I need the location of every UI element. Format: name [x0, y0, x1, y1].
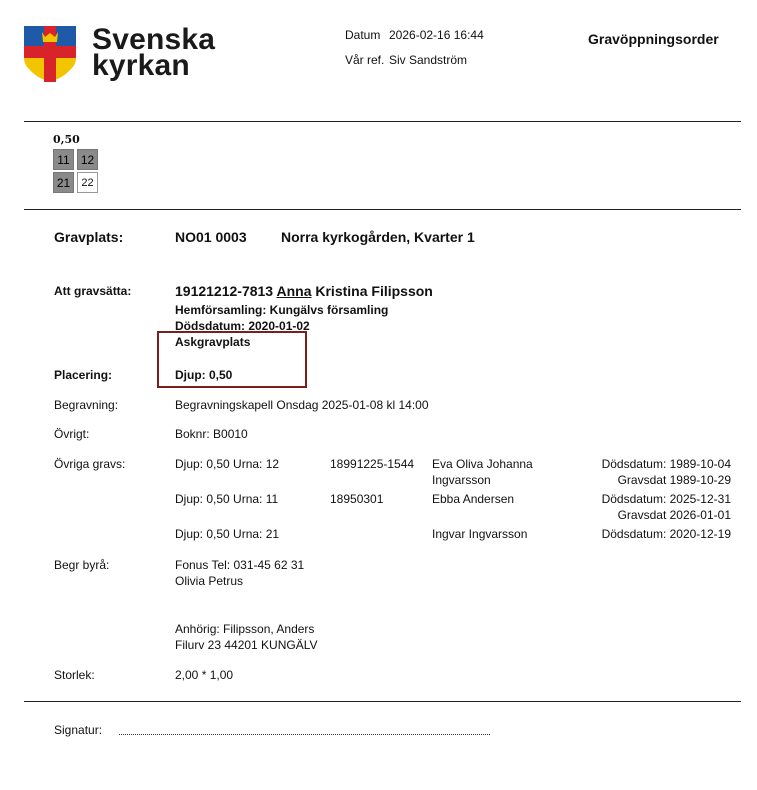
grave-map-depth: 0,50	[53, 133, 80, 146]
begravning-label: Begravning:	[54, 398, 119, 412]
ovriga-row-2-position: Djup: 0,50 Urna: 11	[175, 492, 279, 506]
begravning-value: Begravningskapell Onsdag 2025-01-08 kl 14:00	[175, 398, 429, 412]
ovriga-row-1-position: Djup: 0,50 Urna: 12	[175, 457, 280, 471]
ovriga-row-3-death: Dödsdatum: 2020-12-19	[601, 527, 731, 541]
anhorig-line-1: Anhörig: Filipsson, Anders	[175, 622, 315, 636]
deceased-label: Att gravsätta:	[54, 284, 132, 298]
deceased-parish: Hemförsamling: Kungälvs församling	[175, 303, 389, 317]
gravplats-label: Gravplats:	[54, 229, 124, 245]
ovriga-row-2-name1: Ebba Andersen	[432, 492, 515, 506]
grave-cell-22: 22	[77, 172, 98, 193]
divider-top	[24, 121, 741, 122]
deceased-grave-type: Askgravplats	[175, 335, 251, 349]
storlek-label: Storlek:	[54, 668, 95, 682]
placering-label: Placering:	[54, 368, 113, 382]
ovriga-row-2-death: Dödsdatum: 2025-12-31	[601, 492, 731, 506]
ovriga-row-1-death: Dödsdatum: 1989-10-04	[601, 457, 731, 471]
deceased-id: 19121212-7813	[175, 283, 274, 299]
church-shield-icon	[24, 26, 76, 82]
ovriga-row-2-burial: Gravsdat 2026-01-01	[617, 508, 731, 522]
gravplats-code: NO01 0003	[175, 229, 247, 245]
grave-cell-21: 21	[53, 172, 74, 193]
ovriga-row-3-name1: Ingvar Ingvarsson	[432, 527, 528, 541]
ovrigt-label: Övrigt:	[54, 427, 90, 441]
ref-label: Vår ref.	[345, 53, 385, 67]
date-value: 2026-02-16 16:44	[389, 28, 484, 42]
date-label: Datum	[345, 28, 381, 42]
grave-cell-12: 12	[77, 149, 98, 170]
deceased-death-date: Dödsdatum: 2020-01-02	[175, 319, 310, 333]
deceased-first-name: Anna	[276, 283, 312, 299]
ovriga-row-1-id: 18991225-1544	[330, 457, 415, 471]
anhorig-line-2: Filurv 23 44201 KUNGÄLV	[175, 638, 318, 652]
divider-bottom	[24, 701, 741, 702]
logo-line-1: Svenska	[92, 23, 216, 56]
logo-line-2: kyrkan	[92, 49, 190, 82]
divider-map	[24, 209, 741, 210]
byra-label: Begr byrå:	[54, 558, 110, 572]
gravplats-name: Norra kyrkogården, Kvarter 1	[281, 229, 475, 245]
ovriga-row-1-name1: Eva Oliva Johanna	[432, 457, 533, 471]
byra-line-1: Fonus Tel: 031-45 62 31	[175, 558, 305, 572]
ovriga-row-3-position: Djup: 0,50 Urna: 21	[175, 527, 280, 541]
ovriga-row-1-name2: Ingvarsson	[432, 473, 491, 487]
byra-line-2: Olivia Petrus	[175, 574, 244, 588]
grave-cell-11: 11	[53, 149, 74, 170]
placering-value: Djup: 0,50	[175, 368, 233, 382]
ovriga-row-2-id: 18950301	[330, 492, 384, 506]
ovriga-row-1-burial: Gravsdat 1989-10-29	[617, 473, 731, 487]
svenska-kyrkan-logo	[24, 23, 216, 82]
signature-line[interactable]	[119, 734, 490, 735]
deceased-name-line	[175, 283, 433, 299]
ovrigt-value: Boknr: B0010	[175, 427, 248, 441]
signatur-label: Signatur:	[54, 723, 103, 737]
ref-value: Siv Sandström	[389, 53, 468, 67]
ovriga-label: Övriga gravs:	[54, 457, 126, 471]
deceased-rest-name: Kristina Filipsson	[315, 283, 433, 299]
storlek-value: 2,00 * 1,00	[175, 668, 234, 682]
document-title: Gravöppningsorder	[588, 31, 719, 47]
